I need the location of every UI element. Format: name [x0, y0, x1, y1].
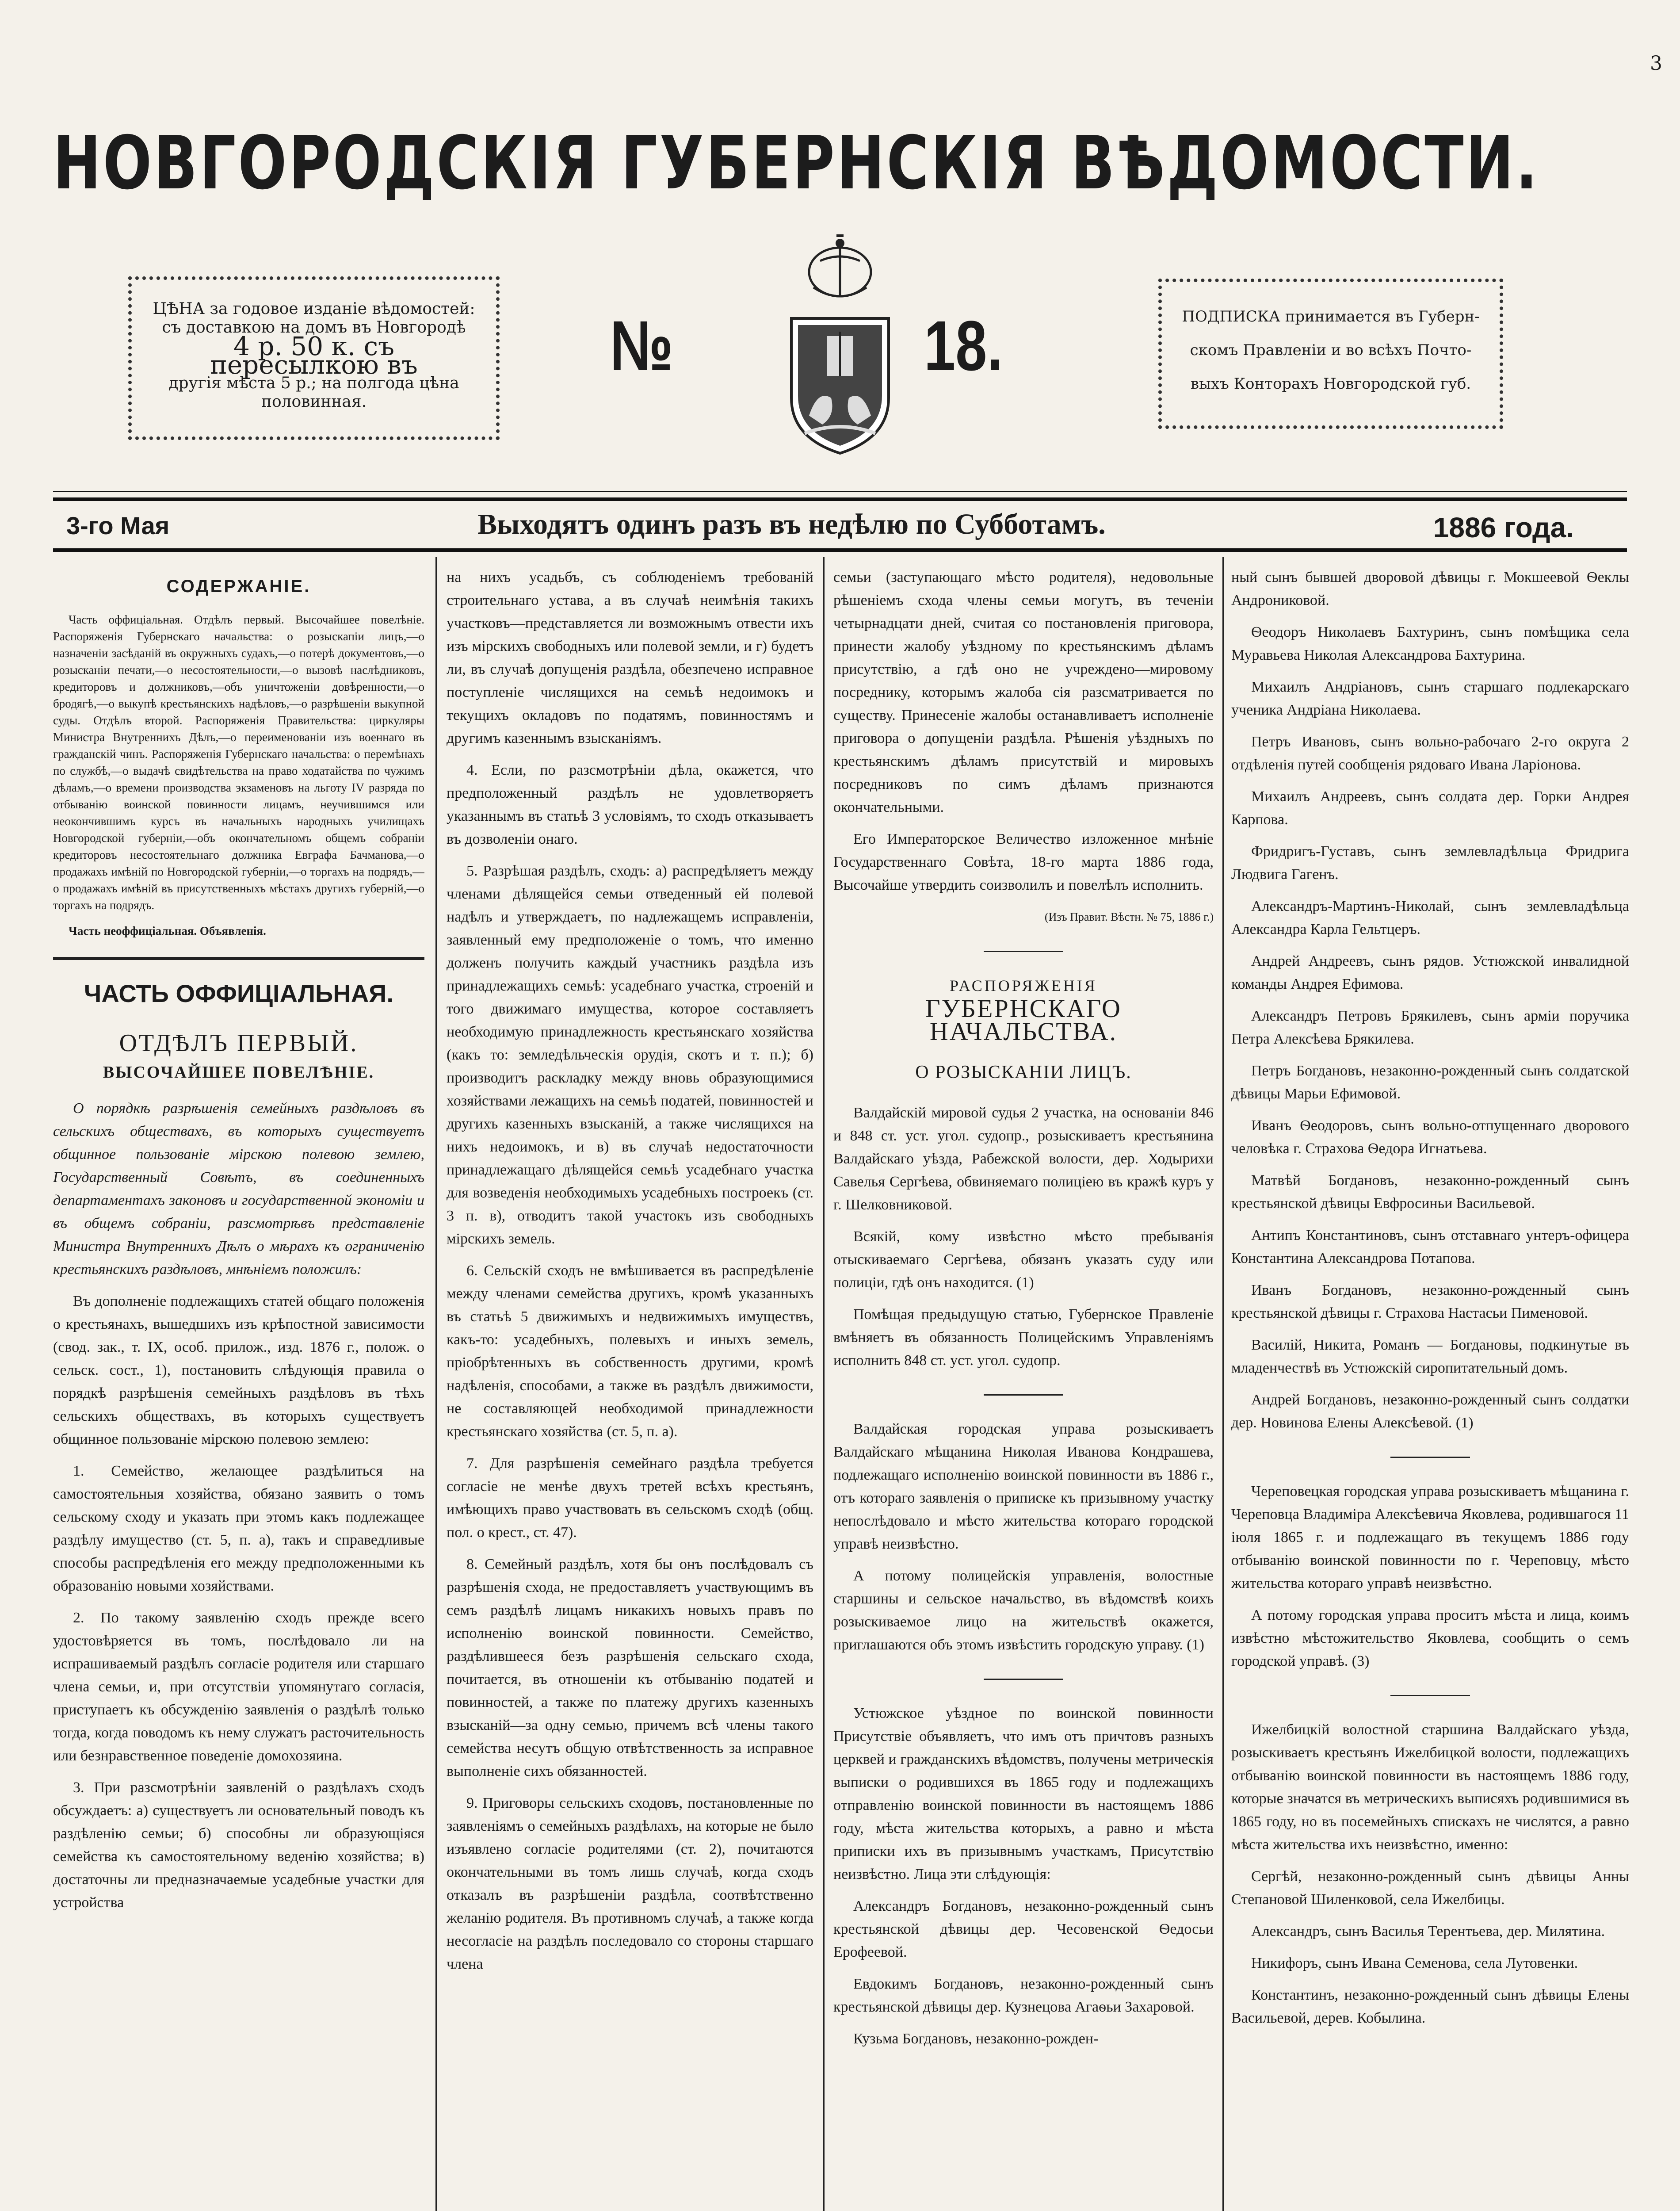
column-2	[447, 566, 813, 2211]
contents-unofficial: Часть неоффиціальная. Объявленія.	[69, 924, 266, 937]
paragraph: Кузьма Богдановъ, незаконно-рожден-	[853, 2031, 1099, 2047]
issue-line	[53, 508, 1627, 543]
paragraph: Помѣщая предыдущую статью, Губернское Правленіе вмѣняетъ въ обязанность Полицейскимъ Управленіямъ исполнить 848 ст. уст. угол. судопр.	[833, 1306, 1214, 1369]
separator	[984, 951, 1063, 952]
price-box	[128, 276, 500, 440]
contents-heading: СОДЕРЖАНІЕ.	[166, 577, 311, 596]
column-4	[1231, 566, 1629, 2211]
paragraph: Череповецкая городская управа розыскиваетъ мѣщанина г. Череповца Владиміра Алексѣевича Яковлева, родившагося 11 іюля 1865 г. и подлежащаго въ текущемъ 1886 году отбыванію воинской повинности по г. Череповцу, мѣсто жительства котораго управѣ неизвѣстно.	[1231, 1483, 1629, 1591]
separator	[1390, 1457, 1470, 1458]
paragraph: семьи (заступающаго мѣсто родителя), недовольные рѣшеніемъ схода члены семьи могутъ, въ теченіи четырнадцати дней, считая со постановленія приговора, принести жалобу уѣздному по крестьянскимъ дѣламъ присутствію, а гдѣ оно не учреждено—мировому посреднику, которымъ жалоба сія разсматривается по существу. Принесеніе жалобы останавливаетъ исполненіе приговора о допущеніи раздѣла. Рѣшенія уѣздныхъ по крестьянскимъ дѣламъ присутствій и мировыхъ посредниковъ по симъ дѣламъ признаются окончательными.	[833, 569, 1214, 815]
publication-frequency: Выходятъ одинъ разъ въ недѣлю по Субботамъ.	[477, 508, 1106, 540]
separator	[1390, 1695, 1470, 1696]
paragraph: Валдайскій мировой судья 2 участка, на основаніи 846 и 848 ст. уст. угол. судопр., розыскиваетъ крестьянина Валдайскаго уѣзда, Рабежской волости, дер. Ходырихи Савелья Сергѣева, обвиняемаго полиціею въ кражѣ куръ у г. Шелковниковой.	[833, 1105, 1214, 1213]
paragraph: Матвѣй Богдановъ, незаконно-рожденный сынъ крестьянской дѣвицы Евфросиньи Васильевой.	[1231, 1172, 1629, 1212]
price-line: половинная.	[261, 393, 367, 411]
newspaper-title: НОВГОРОДСКІЯ ГУБЕРНСКІЯ ВѢДОМОСТИ.	[53, 121, 1540, 206]
paragraph: Антипъ Константиновъ, сынъ отставнаго унтеръ-офицера Константина Александрова Потапова.	[1231, 1227, 1629, 1266]
paragraph: О порядкѣ разрѣшенія семейныхъ раздѣловъ въ сельскихъ обществахъ, въ которыхъ существуетъ общинное пользованіе мірскою полевою землею, Государственный Совѣтъ, въ соединенныхъ департаментахъ законовъ и государственной экономіи и въ общемъ собраніи, разсмотрѣвъ представленіе Министра Внутреннихъ Дѣлъ о мѣрахъ къ ограниченію крестьянскихъ раздѣловъ, мнѣніемъ положилъ:	[53, 1100, 424, 1278]
price-line: съ доставкою на домъ въ Новгородѣ	[162, 318, 466, 337]
paragraph: Никифоръ, сынъ Ивана Семенова, села Лутовенки.	[1251, 1955, 1578, 1971]
column-3	[833, 566, 1214, 2211]
subscription-line: ПОДПИСКА принимается въ Губерн-	[1182, 308, 1480, 325]
separator	[984, 1679, 1063, 1680]
coat-of-arms-emblem	[778, 230, 902, 460]
column-divider	[435, 557, 437, 2211]
page-number: 3	[1650, 52, 1662, 75]
paragraph: Иванъ Ѳеодоровъ, сынъ вольно-отпущеннаго дворового человѣка г. Страхова Ѳедора Игнатьева.	[1231, 1117, 1629, 1157]
paragraph: Петръ Ивановъ, сынъ вольно-рабочаго 2-го округа 2 отдѣленія путей сообщенія рядоваго Ивана Ларіонова.	[1231, 734, 1629, 773]
paragraph: 5. Разрѣшая раздѣлъ, сходъ: а) распредѣляетъ между членами дѣлящейся семьи отведенный ей полевой надѣлъ и утверждаетъ, по надлежащемъ исправленіи, заявленный ему предположеніе о томъ, что именно долженъ получить каждый участникъ раздѣла изъ принадлежащихъ семьѣ: усадебнаго участка, строеній и того движимаго имущества, которое составляетъ необходимую принадлежность крестьянскаго хозяйства (какъ то: земледѣльческія орудія, скотъ и т. п.); б) производитъ раскладку между вновь образующимися хозяйствами лежащихъ на семьѣ податей, повинностей и другихъ казенныхъ взысканій, а также числящихся на нихъ недоимокъ, и в) въ случаѣ недостаточности принадлежащаго дѣлящейся семьѣ усадебнаго участка для возведенія необходимыхъ усадебныхъ построекъ (ст. 3 п. в), отводитъ такой участокъ изъ свободныхъ мірскихъ земель.	[447, 863, 813, 1247]
paragraph: Ижелбицкій волостной старшина Валдайскаго уѣзда, розыскиваетъ крестьянъ Ижелбицкой волости, подлежащихъ отбыванію воинской повинности въ настоящемъ 1886 году, которые значатся въ метрическихъ выписяхъ родившимися въ 1865 году, но въ посемейныхъ спискахъ не числятся, а равно мѣста жительства ихъ неизвѣстно, именно:	[1231, 1721, 1629, 1853]
orders-subheading: О РОЗЫСКАНІИ ЛИЦЪ.	[915, 1062, 1132, 1083]
orders-heading: РАСПОРЯЖЕНІЯ	[950, 977, 1097, 995]
masthead	[53, 119, 1627, 208]
paragraph: 3. При разсмотрѣніи заявленій о раздѣлахъ сходъ обсуждаетъ: а) существуетъ ли основательный поводъ къ раздѣленію семьи; б) способны ли образующіяся семейства къ самостоятельному веденію хозяйства; в) достаточны ли предназначаемые усадебные участки для устройства	[53, 1779, 424, 1911]
subscription-line: скомъ Правленіи и во всѣхъ Почто-	[1190, 341, 1472, 359]
issue-year: 1886 года.	[1433, 512, 1574, 543]
issue-number-label: №	[610, 306, 673, 385]
paragraph: Александръ-Мартинъ-Николай, сынъ землевладѣльца Александра Карла Гельтцеръ.	[1231, 898, 1629, 937]
section-heading: ОТДѢЛЪ ПЕРВЫЙ.	[119, 1029, 359, 1057]
paragraph: А потому городская управа проситъ мѣста и лица, коимъ извѣстно мѣстожительство Яковлева, сообщить о семъ городской управѣ. (3)	[1231, 1607, 1629, 1669]
price-line: другія мѣста 5 р.; на полгода цѣна	[168, 374, 459, 392]
divider	[53, 548, 1627, 552]
paragraph: 8. Семейный раздѣлъ, хотя бы онъ послѣдовалъ съ разрѣшенія схода, не предоставляетъ участвующимъ въ семъ раздѣлѣ лицамъ никакихъ новыхъ правъ по исполненію воинской повинности. Семейство, раздѣлившееся безъ разрѣшенія сельскаго схода, почитается, въ отношеніи къ отбыванію податей и повинностей, а также по платежу другихъ казенныхъ взысканій—за одну семью, причемъ всѣ члены такого семейства несутъ общую отвѣтственность за исправное выполненіе сихъ обязанностей.	[447, 1556, 813, 1779]
subscription-line: выхъ Конторахъ Новгородской губ.	[1190, 375, 1471, 393]
separator	[984, 1394, 1063, 1396]
paragraph: 2. По такому заявленію сходъ прежде всего удостовѣряется въ томъ, послѣдовало ли на испрашиваемый раздѣлъ согласіе родителя или старшаго члена семьи, и, при отсутствіи упомянутаго согласія, приступаетъ къ обсужденію заявленія о раздѣлѣ только тогда, когда поводомъ къ нему служатъ расточительность или безнравственное поведеніе домохозяина.	[53, 1610, 424, 1764]
paragraph: А потому полицейскія управленія, волостные старшины и сельское начальство, въ вѣдомствѣ коихъ розыскиваемое лицо на жительствѣ окажется, приглашаются объ этомъ извѣстить городскую управу. (1)	[833, 1568, 1214, 1653]
paragraph: Андрей Андреевъ, сынъ рядов. Устюжской инвалидной команды Андрея Ефимова.	[1231, 953, 1629, 992]
paragraph: 1. Семейство, желающее раздѣлиться на самостоятельныя хозяйства, обязано заявить о томъ сельскому сходу и указать при этомъ какъ подлежащее раздѣлу имущество (ст. 5, п. а), такъ и справедливые способы распредѣленія его между предположенными къ образованію новыми хозяйствами.	[53, 1463, 424, 1594]
paragraph: Его Императорское Величество изложенное мнѣніе Государственнаго Совѣта, 18-го марта 1886 года, Высочайше утвердить соизволилъ и повелѣлъ исполнить.	[833, 831, 1214, 893]
issue-date: 3-го Мая	[66, 512, 170, 539]
paragraph: 7. Для разрѣшенія семейнаго раздѣла требуется согласіе не менѣе двухъ третей всѣхъ крестьянъ, имѣющихъ право участвовать въ сельскомъ сходѣ (общ. пол. о крест., ст. 47).	[447, 1455, 813, 1541]
paragraph: Ѳеодоръ Николаевъ Бахтуринъ, сынъ помѣщика села Муравьева Николая Александрова Бахтурина.	[1231, 624, 1629, 663]
paragraph: Александръ Петровъ Брякилевъ, сынъ арміи поручика Петра Алексѣева Брякилева.	[1231, 1008, 1629, 1047]
divider	[53, 497, 1627, 501]
paragraph: 4. Если, по разсмотрѣніи дѣла, окажется, что предположенный раздѣлъ не удовлетворяетъ указаннымъ въ статьѣ 3 условіямъ, то сходъ отказываетъ въ дозволеніи онаго.	[447, 762, 813, 847]
paragraph: Михаилъ Андріановъ, сынъ старшаго подлекарскаго ученика Андріана Николаева.	[1231, 679, 1629, 718]
divider	[53, 491, 1627, 492]
column-1	[53, 566, 424, 2211]
paragraph: 9. Приговоры сельскихъ сходовъ, постановленные по заявленіямъ о семейныхъ раздѣлахъ, на которые не было изъявлено согласіе родителями (ст. 2), почитаются окончательными въ томъ лишь случаѣ, когда сходъ отказалъ въ разрѣшеніи раздѣла, соотвѣтственно желанію родителя. Въ противномъ случаѣ, а также когда несогласіе на раздѣлъ последовало со стороны старшаго члена	[447, 1795, 813, 1972]
part-heading: ЧАСТЬ ОФФИЦІАЛЬНАЯ.	[53, 957, 424, 1005]
paragraph: Всякій, кому извѣстно мѣсто пребыванія отыскиваемаго Сергѣева, обязанъ указать суду или полиціи, гдѣ онъ находится. (1)	[833, 1228, 1214, 1291]
paragraph: Иванъ Богдановъ, незаконно-рожденный сынъ крестьянской дѣвицы г. Страхова Настасьи Пименовой.	[1231, 1282, 1629, 1321]
section-subheading: ВЫСОЧАЙШЕЕ ПОВЕЛѢНІЕ.	[103, 1063, 375, 1082]
price-line: 4 р. 50 к. съ пересылкою въ	[210, 331, 418, 380]
paragraph: Въ дополненіе подлежащихъ статей общаго положенія о крестьянахъ, вышедшихъ изъ крѣпостной зависимости (свод. зак., т. IX, особ. прилож., изд. 1876 г., полож. о сельск. сост., 1), постановить слѣдующія правила о порядкѣ разрѣшенія семейныхъ раздѣловъ въ тѣхъ сельскихъ обществахъ, въ которыхъ существуетъ общинное пользованіе мірскою полевою землею:	[53, 1293, 424, 1447]
paragraph: Петръ Богдановъ, незаконно-рожденный сынъ солдатской дѣвицы Марьи Ефимовой.	[1231, 1063, 1629, 1102]
orders-heading-main: ГУБЕРНСКАГО НАЧАЛЬСТВА.	[925, 994, 1122, 1046]
column-divider	[1222, 557, 1224, 2211]
paragraph: на нихъ усадьбъ, съ соблюденіемъ требованій строительнаго устава, а въ случаѣ неимѣнія такихъ участковъ—представляется ли возможнымъ отвести ихъ изъ мірскихъ свободныхъ или полевой земли, и г) будетъ ли, въ случаѣ допущенія раздѣла, обезпечено исправное поступленіе числящихся на семьѣ недоимокъ и текущихъ окладовъ по податямъ, повинностямъ и другимъ казеннымъ взысканіямъ.	[447, 569, 813, 746]
paragraph: ный сынъ бывшей дворовой дѣвицы г. Мокшеевой Ѳеклы Андрониковой.	[1231, 569, 1629, 608]
paragraph: Евдокимъ Богдановъ, незаконно-рожденный сынъ крестьянской дѣвицы дер. Кузнецова Агаѳьи Захаровой.	[833, 1976, 1214, 2015]
paragraph: Фридригъ-Густавъ, сынъ землевладѣльца Фридрига Людвига Гагенъ.	[1231, 843, 1629, 883]
paragraph: Устюжское уѣздное по воинской повинности Присутствіе объявляетъ, что имъ отъ причтовъ разныхъ церквей и гражданскихъ вѣдомствъ, получены метрическія выписки о родившихся въ 1865 году и подлежащихъ отправленію воинской повинности въ настоящемъ 1886 году, мѣста жительства которыхъ, а равно и мѣста приписки ихъ въ призывнымъ участкамъ, Присутствію неизвѣстно. Лица эти слѣдующія:	[833, 1705, 1214, 1882]
contents-official: Часть оффиціальная. Отдѣлъ первый. Высочайшее повелѣніе. Распоряженія Губернскаго начальства: о розыскапіи лицъ,—о назначеніи засѣданій въ окружныхъ судахъ,—о потерѣ документовъ,—о розысканіи печати,—о несостоятельности,—о вызовѣ наслѣдниковъ, кредиторовъ и должниковъ,—объ уничтоженіи довѣренности,—о бродягѣ,—о выкупѣ крестьянскихъ надѣловъ,—о разрѣшеніи выкупной суды. Отдѣлъ второй. Распоряженія Правительства: циркуляры Министра Внутреннихъ Дѣлъ,—о переименованіи изъ военнаго въ гражданскій чинъ. Распоряженія Губернскаго начальства: о перемѣнахъ по службѣ,—о выдачѣ свидѣтельства на право ходатайства по чужимъ дѣламъ,—о времени производства экзаменовъ на льготу IV разряда по отбыванію воинской повинности лицамъ, неучившимся или неокончившимъ курсъ въ начальныхъ народныхъ училищахъ Новгородской губерніи,—объ окончательномъ общемъ собраніи кредиторовъ несостоятельнаго должника Евграфа Бачманова,—о продажахъ имѣній по Новгородской губерніи,—о торгахъ на подрядъ,—о продажахъ имѣній въ присутственныхъ мѣстахъ другихъ губерній,—о торгахъ на подрядъ.	[53, 613, 424, 912]
paragraph: Валдайская городская управа розыскиваетъ Валдайскаго мѣщанина Николая Иванова Кондрашева, подлежащаго исполненію воинской повинности въ 1886 г., отъ котораго заявленія о приписке къ призывному участку непослѣдовало и мѣсто жительства котораго городской управѣ неизвѣстно.	[833, 1421, 1214, 1552]
paragraph: Александръ Богдановъ, незаконно-рожденный сынъ крестьянской дѣвицы дер. Чесовенской Ѳедосьи Ерофеевой.	[833, 1898, 1214, 1960]
issue-number: 18.	[924, 306, 1003, 385]
table-of-contents	[53, 611, 424, 939]
source-note: (Изъ Правит. Вѣстн. № 75, 1886 г.)	[1044, 910, 1214, 923]
paragraph: Михаилъ Андреевъ, сынъ солдата дер. Горки Андрея Карпова.	[1231, 788, 1629, 828]
paragraph: Сергѣй, незаконно-рожденный сынъ дѣвицы Анны Степановой Шиленковой, села Ижелбицы.	[1231, 1868, 1629, 1908]
price-line: ЦѢНА за годовое изданіе вѣдомостей:	[153, 300, 475, 318]
subscription-box	[1158, 279, 1503, 429]
paragraph: Василій, Никита, Романъ — Богдановы, подкинутые въ младенчествѣ въ Устюжскій сиропитательный домъ.	[1231, 1337, 1629, 1376]
paragraph: Константинъ, незаконно-рожденный сынъ дѣвицы Елены Васильевой, дерев. Кобылина.	[1231, 1987, 1629, 2026]
paragraph: 6. Сельскій сходъ не вмѣшивается въ распредѣленіе между членами семейства другихъ, кромѣ указанныхъ въ статьѣ 5 движимыхъ и недвижимыхъ имуществъ, какъ-то: усадебныхъ, полевыхъ и иныхъ земель, пріобрѣтенныхъ въ собственность другими, кромѣ надѣленія, способами, а также въ раздѣлъ движимости, не составляющей необходимой принадлежности крестьянскаго хозяйства (ст. 5, п. а).	[447, 1262, 813, 1440]
paragraph: Андрей Богдановъ, незаконно-рожденный сынъ солдатки дер. Новинова Елены Алексѣевой. (1)	[1231, 1392, 1629, 1431]
paragraph: Александръ, сынъ Василья Терентьева, дер. Милятина.	[1251, 1923, 1605, 1939]
column-divider	[823, 557, 825, 2211]
